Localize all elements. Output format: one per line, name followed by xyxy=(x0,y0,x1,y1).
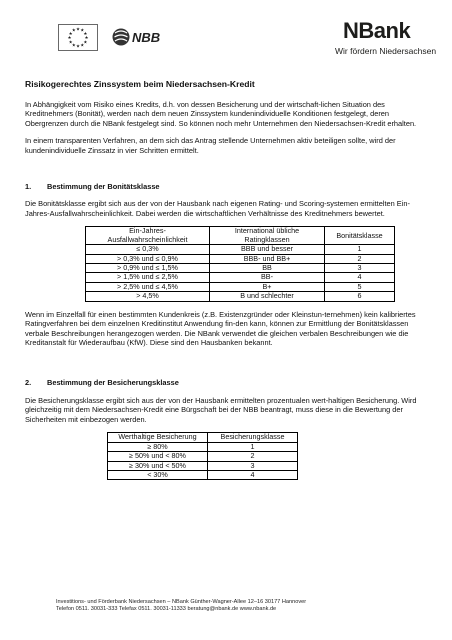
table-cell: > 1,5% und ≤ 2,5% xyxy=(86,273,210,282)
table-cell: B und schlechter xyxy=(210,292,325,301)
table-header-cell: Bonitätsklasse xyxy=(325,227,395,245)
nbb-logo xyxy=(112,25,162,49)
star-icon: ★ xyxy=(84,35,89,41)
table-header-cell: International übliche Ratingklassen xyxy=(210,227,325,245)
star-icon: ★ xyxy=(75,43,81,49)
table-cell: ≤ 0,3% xyxy=(86,245,210,254)
star-icon: ★ xyxy=(83,39,88,45)
table-cell: 4 xyxy=(208,470,298,479)
table-row xyxy=(86,245,395,254)
table-cell: 1 xyxy=(208,442,298,451)
document-body xyxy=(25,80,428,488)
star-icon: ★ xyxy=(80,27,85,33)
star-icon: ★ xyxy=(71,42,76,48)
table-cell: BBB- und BB+ xyxy=(210,254,325,263)
table-cell: < 30% xyxy=(108,470,208,479)
footer-address-line: Investitions- und Förderbank Niedersachsen – NBank Günther-Wagner-Allee 12–16 30177 Hannover xyxy=(56,599,307,605)
section-1-after-text: Wenn im Einzelfall für einen bestimmten Kundenkreis (z.B. Existenzgründer oder Kleinstun-ternehmen) kein kalibriertes Ratingverfahren bei dem einzelnen Kreditinstitut Anwendung fin-den kann, können zur Ermittlung der Bonitätsklassen verbale Beschreibungen herangezogen werden. Die NBank verwendet die gleichen verbalen Beschreibungen wie die Kreditanstalt für Wiederaufbau (KfW). Diese sind den Hausbanken bekannt. xyxy=(25,309,416,348)
table-cell: BBB und besser xyxy=(210,245,325,254)
table-cell: 2 xyxy=(208,452,298,461)
table-cell: ≥ 30% und < 50% xyxy=(108,461,208,470)
table-cell: 4 xyxy=(325,273,395,282)
table-cell: > 0,3% und ≤ 0,9% xyxy=(86,254,210,263)
bonitaet-table xyxy=(85,226,395,301)
intro-paragraph-1: In Abhängigkeit vom Risiko eines Kredits, d.h. von dessen Besicherung und der wirtschaft-lichen Situation des Kreditnehmers (Bonität), werden nach dem neuen Zinssystem kundenindividuelle Konditionen festgelegt, deren Obergrenzen durch die NBank festgelegt sind. So können noch mehr Unternehmen den Niedersachsen-Kredit erhalten. xyxy=(25,99,417,128)
table-cell: 3 xyxy=(208,461,298,470)
page-header xyxy=(0,0,452,70)
nbank-logo xyxy=(335,20,440,60)
star-icon: ★ xyxy=(83,30,88,36)
star-icon: ★ xyxy=(67,35,72,41)
star-icon: ★ xyxy=(80,42,85,48)
section-1-text: Die Bonitätsklasse ergibt sich aus der von der Hausbank nach eigenen Rating- und Scoring-systemen ermittelten Ein-Jahres-Ausfallwahrscheinlichkeit. Dabei werden die wirtschaftlichen Verhältnisse des Kreditnehmers bewertet. xyxy=(25,199,410,218)
table-header-row xyxy=(86,227,395,245)
document-title: Risikogerechtes Zinssystem beim Niedersachsen-Kredit xyxy=(25,79,255,89)
table-cell: > 2,5% und ≤ 4,5% xyxy=(86,282,210,291)
section-1-title: Bestimmung der Bonitätsklasse xyxy=(47,181,160,191)
table-row xyxy=(108,470,298,479)
table-cell: 1 xyxy=(325,245,395,254)
table-cell: 3 xyxy=(325,263,395,272)
besicherung-table xyxy=(107,432,298,480)
intro-paragraph-2: In einem transparenten Verfahren, an dem sich das Antrag stellende Unternehmen aktiv beteiligen sollte, wird der kundenindividuelle Zinssatz in vier Schritten ermittelt. xyxy=(25,136,396,155)
section-2-number: 2. xyxy=(25,377,32,387)
star-icon: ★ xyxy=(71,27,76,33)
table-row xyxy=(86,292,395,301)
table-cell: > 4,5% xyxy=(86,292,210,301)
table-row xyxy=(108,452,298,461)
section-1-heading xyxy=(25,182,428,192)
footer-contact-line: Telefon 0511. 30031-333 Telefax 0511. 30031-11333 beratung@nbank.de www.nbank.de xyxy=(56,606,277,612)
table-header-cell: Ein-Jahres-Ausfallwahrscheinlichkeit xyxy=(86,227,210,245)
table-row xyxy=(86,273,395,282)
table-header-row xyxy=(108,433,298,442)
section-2-title: Bestimmung der Besicherungsklasse xyxy=(47,377,179,387)
section-2-heading xyxy=(25,378,428,388)
table-cell: > 0,9% und ≤ 1,5% xyxy=(86,263,210,272)
star-icon: ★ xyxy=(68,39,73,45)
table-cell: ≥ 50% und < 80% xyxy=(108,452,208,461)
section-2-text: Die Besicherungsklasse ergibt sich aus der von der Hausbank ermittelten prozentualen wert-haltigen Besicherung. Wird gleichzeitig mit dem Niedersachsen-Kredit eine Bürgschaft bei der NBB beantragt, muss diese in die Bewertung der Sicherheiten mit einbezogen werden. xyxy=(25,395,417,424)
nbank-tagline: Wir fördern Niedersachsen xyxy=(335,46,437,56)
table-cell: ≥ 80% xyxy=(108,442,208,451)
page-footer xyxy=(56,599,416,613)
table-cell: BB xyxy=(210,263,325,272)
table-header-cell: Besicherungsklasse xyxy=(208,433,298,442)
nbank-wordmark: NBank xyxy=(343,18,411,43)
table-row xyxy=(108,461,298,470)
table-cell: 2 xyxy=(325,254,395,263)
table-header-cell: Werthaltige Besicherung xyxy=(108,433,208,442)
star-icon: ★ xyxy=(75,26,81,32)
nbb-text: NBB xyxy=(132,30,161,45)
table-cell: BB- xyxy=(210,273,325,282)
table-cell: B+ xyxy=(210,282,325,291)
table-cell: 6 xyxy=(325,292,395,301)
table-cell: 5 xyxy=(325,282,395,291)
eu-flag-logo xyxy=(58,24,98,51)
section-1-number: 1. xyxy=(25,181,32,191)
star-icon: ★ xyxy=(68,30,73,36)
